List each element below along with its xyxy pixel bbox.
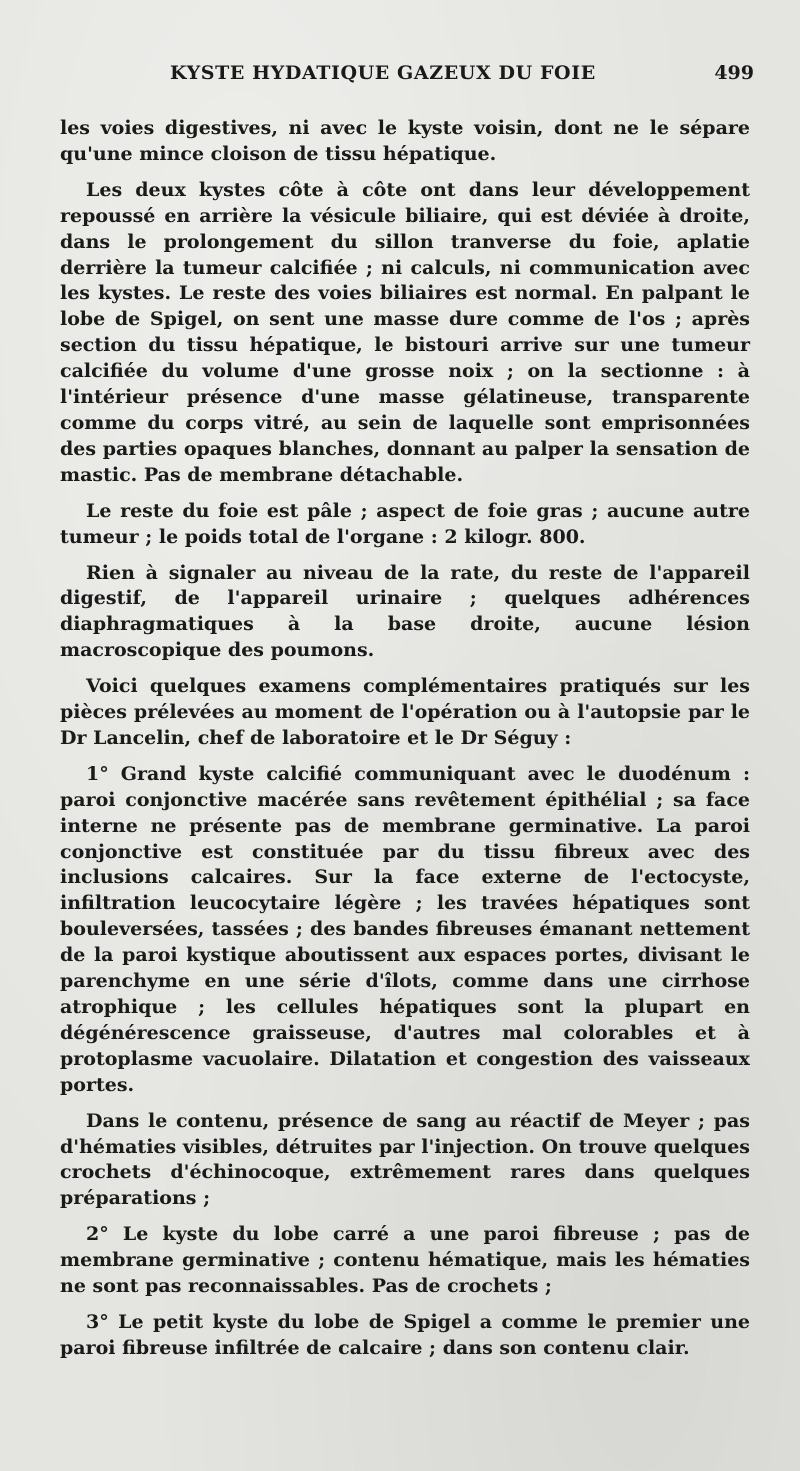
body-text [60,116,750,1372]
paragraph: les voies digestives, ni avec le kyste voisin, dont ne le sépare qu'une mince cloison de tissu hépatique. [60,117,750,165]
paragraph: 2° Le kyste du lobe carré a une paroi fibreuse ; pas de membrane germinative ; contenu hématique, mais les hématies ne sont pas reconnaissables. Pas de crochets ; [60,1223,750,1298]
paragraph: Les deux kystes côte à côte ont dans leur développement repoussé en arrière la vésicule biliaire, qui est déviée à droite, dans le prolongement du sillon tranverse du foie, aplatie derrière la tumeur calcifiée ; ni calculs, ni communication avec les kystes. Le reste des voies biliaires est normal. En palpant le lobe de Spigel, on sent une masse dure comme de l'os ; après section du tissu hépatique, le bistouri arrive sur une tumeur calcifiée du volume d'une grosse noix ; on la sectionne : à l'intérieur présence d'une masse gélatineuse, transparente comme du corps vitré, au sein de laquelle sont emprisonnées des parties opaques blanches, donnant au palper la sensation de mastic. Pas de membrane détachable. [60,178,750,486]
paragraph: Le reste du foie est pâle ; aspect de foie gras ; aucune autre tumeur ; le poids total de l'organe : 2 kilogr. 800. [60,499,750,548]
running-title: KYSTE HYDATIQUE GAZEUX DU FOIE [170,62,596,84]
paragraph: Rien à signaler au niveau de la rate, du reste de l'appareil digestif, de l'appareil urinaire ; quelques adhérences diaphragmatiques à la base droite, aucune lésion macroscopique des poumons. [60,561,750,662]
paragraph: Voici quelques examens complémentaires pratiqués sur les pièces prélevées au moment de l'opération ou à l'autopsie par le Dr Lancelin, chef de laboratoire et le Dr Séguy : [60,675,750,749]
paragraph: Dans le contenu, présence de sang au réactif de Meyer ; pas d'hématies visibles, détruites par l'injection. On trouve quelques crochets d'échinocoque, extrêmement rares dans quelques préparations ; [60,1109,750,1210]
page-number: 499 [714,62,754,84]
running-header [60,62,754,92]
paragraph: 1° Grand kyste calcifié communiquant avec le duodénum : paroi conjonctive macérée sans revêtement épithélial ; sa face interne ne présente pas de membrane germinative. La paroi conjonctive est constituée par du tissu fibreux avec des inclusions calcaires. Sur la face externe de l'ectocyste, infiltration leucocytaire légère ; les travées hépatiques sont bouleversées, tassées ; des bandes fibreuses émanant nettement de la paroi kystique aboutissent aux espaces portes, divisant le parenchyme en une série d'îlots, comme dans une cirrhose atrophique ; les cellules hépatiques sont la plupart en dégénérescence graisseuse, d'autres mal colorables et à protoplasme vacuolaire. Dilatation et congestion des vaisseaux portes. [60,762,750,1096]
paragraph: 3° Le petit kyste du lobe de Spigel a comme le premier une paroi fibreuse infiltrée de calcaire ; dans son contenu clair. [60,1310,750,1359]
